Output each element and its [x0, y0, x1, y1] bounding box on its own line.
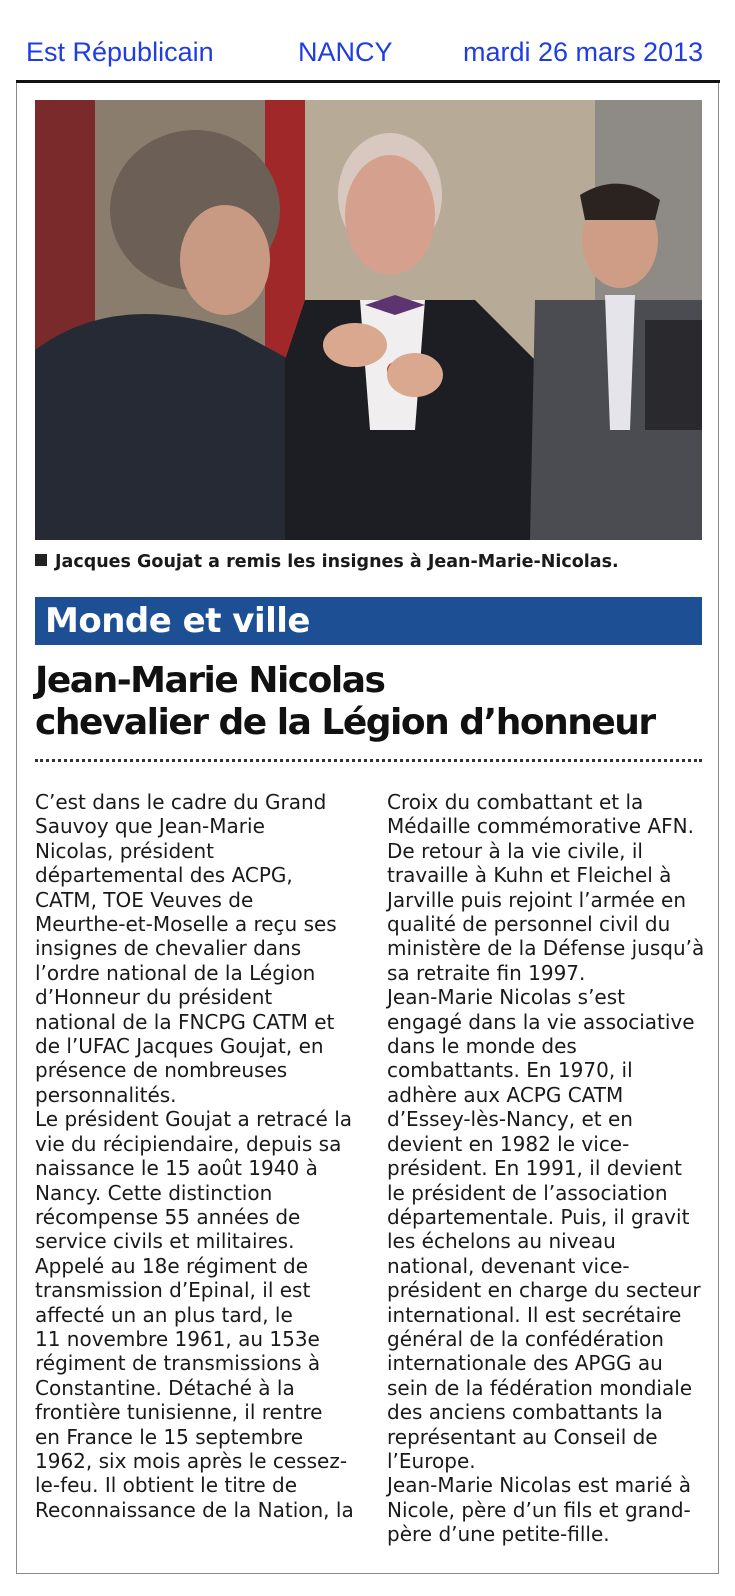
body-text-line: Nancy. Cette distinction: [35, 1180, 273, 1205]
body-text-line: Sauvoy que Jean-Marie: [35, 814, 265, 839]
body-text-line: devient en 1982 le vice-: [387, 1131, 630, 1156]
body-text-line: insignes de chevalier dans: [35, 936, 302, 961]
body-text-line: affecté un an plus tard, le: [35, 1302, 293, 1327]
body-text-line: en France le 15 septembre: [35, 1424, 304, 1449]
body-text-line: Appelé au 18e régiment de: [35, 1253, 308, 1278]
body-text-line: président. En 1991, il devient: [387, 1156, 682, 1181]
body-text-line: Croix du combattant et la: [387, 790, 644, 814]
article-photo: [35, 100, 702, 540]
body-text-line: qualité de personnel civil du: [387, 912, 671, 937]
body-text-line: national de la FNCPG CATM et: [35, 1009, 335, 1034]
body-text-line: d’Honneur du président: [35, 985, 273, 1010]
body-text-line: international. Il est secrétaire: [387, 1302, 682, 1327]
body-text-line: frontière tunisienne, il rentre: [35, 1400, 323, 1425]
headline-line-1: Jean-Marie Nicolas: [35, 660, 385, 701]
body-text-line: président en charge du secteur: [387, 1278, 701, 1303]
body-text-line: combattants. En 1970, il: [387, 1058, 633, 1083]
body-text-line: présence de nombreuses: [35, 1058, 288, 1083]
body-text-line: De retour à la vie civile, il: [387, 838, 643, 863]
body-text-line: le président de l’association: [387, 1180, 668, 1205]
body-text-line: adhère aux ACPG CATM: [387, 1082, 624, 1107]
body-text-line: national, devenant vice-: [387, 1253, 630, 1278]
body-text-line: personnalités.: [35, 1082, 177, 1107]
masthead: [0, 0, 735, 80]
body-text-line: Jean-Marie Nicolas s’est: [387, 985, 625, 1010]
body-text-line: Nicole, père d’un fils et grand-: [387, 1497, 691, 1522]
article-headline: [35, 660, 705, 744]
body-text-line: transmission d’Epinal, il est: [35, 1278, 311, 1303]
body-text-line: dans le monde des: [387, 1034, 577, 1059]
body-text-line: des anciens combattants la: [387, 1400, 663, 1425]
body-text-line: engagé dans la vie associative: [387, 1009, 695, 1034]
body-text-line: naissance le 15 août 1940 à: [35, 1156, 318, 1181]
body-text-line: sein de la fédération mondiale: [387, 1375, 693, 1400]
body-text-line: les échelons au niveau: [387, 1229, 616, 1254]
body-text-line: l’ordre national de la Légion: [35, 960, 316, 985]
body-text-line: 11 novembre 1961, au 153e: [35, 1326, 320, 1351]
caption-text: Jacques Goujat a remis les insignes à Jean-Marie-Nicolas.: [55, 552, 619, 572]
publication-date: mardi 26 mars 2013: [463, 37, 704, 67]
body-text-line: ministère de la Défense jusqu’à: [387, 936, 705, 961]
body-text-line: le-feu. Il obtient le titre de: [35, 1473, 298, 1498]
photo-caption: [35, 550, 702, 574]
body-text-line: internationale des APGG au: [387, 1351, 663, 1376]
body-text-line: sa retraite fin 1997.: [387, 960, 586, 985]
body-text-line: Meurthe-et-Moselle a reçu ses: [35, 912, 337, 937]
body-text-line: travaille à Kuhn et Fleichel à: [387, 863, 672, 888]
body-text-line: Nicolas, président: [35, 838, 214, 863]
body-text-line: général de la confédération: [387, 1326, 664, 1351]
article-column-left: [35, 790, 370, 1522]
body-text-line: de l’UFAC Jacques Goujat, en: [35, 1034, 324, 1059]
body-text-line: d’Essey-lès-Nancy, et en: [387, 1107, 633, 1132]
body-text-line: Constantine. Détaché à la: [35, 1375, 295, 1400]
body-text-line: C’est dans le cadre du Grand: [35, 790, 327, 814]
headline-line-2: chevalier de la Légion d’honneur: [35, 702, 655, 743]
edition-city: NANCY: [298, 37, 393, 67]
body-text-line: vie du récipiendaire, depuis sa: [35, 1131, 342, 1156]
dotted-separator: [35, 759, 702, 762]
body-text-line: représentant au Conseil de: [387, 1424, 658, 1449]
body-text-line: Jean-Marie Nicolas est marié à: [387, 1473, 692, 1498]
section-title: Monde et ville: [45, 601, 310, 641]
body-text-line: 1962, six mois après le cessez-: [35, 1448, 348, 1473]
body-text-line: service civils et militaires.: [35, 1229, 295, 1254]
newspaper-name: Est Républicain: [26, 37, 214, 67]
body-text-line: père d’une petite-fille.: [387, 1522, 610, 1547]
body-text-line: Reconnaissance de la Nation, la: [35, 1497, 354, 1522]
section-banner: [35, 597, 702, 645]
bullet-square-icon: [35, 554, 47, 566]
body-text-line: régiment de transmissions à: [35, 1351, 321, 1376]
body-text-line: départementale. Puis, il gravit: [387, 1204, 690, 1229]
body-text-line: l’Europe.: [387, 1448, 476, 1473]
body-text-line: CATM, TOE Veuves de: [35, 887, 254, 912]
photo-image-icon: [35, 100, 702, 540]
body-text-line: Médaille commémorative AFN.: [387, 814, 694, 839]
body-text-line: départemental des ACPG,: [35, 863, 293, 888]
body-text-line: récompense 55 années de: [35, 1204, 301, 1229]
body-text-line: Jarville puis rejoint l’armée en: [387, 887, 687, 912]
article-column-right: [387, 790, 722, 1547]
body-text-line: Le président Goujat a retracé la: [35, 1107, 353, 1132]
